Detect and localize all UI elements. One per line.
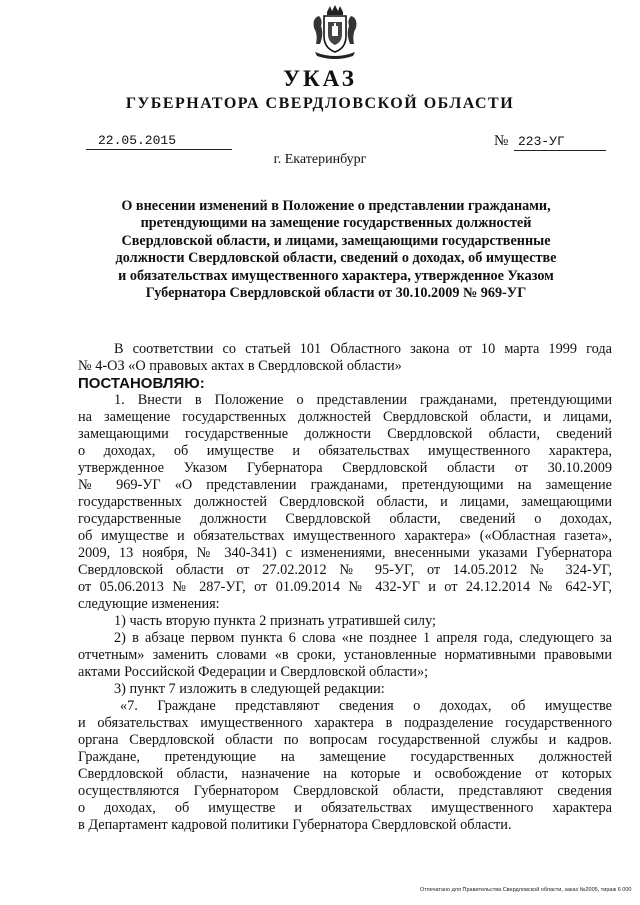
list-item-line: 2) в абзаце первом пункта 6 слова «не позднее 1 апреля года, следующего за	[114, 630, 612, 646]
number-sign: №	[494, 133, 509, 149]
quoted-line: Свердловской области, назначение на которые и освобождение от которых	[78, 766, 612, 782]
paragraph-line: государственные должности Свердловской области, сведений о доходах,	[78, 511, 612, 527]
paragraph-line: на замещение государственных должностей Свердловской области, и лицами,	[78, 409, 612, 425]
paragraph-line: от 05.06.2013 № 287-УГ, от 01.09.2014 № 432-УГ и от 24.12.2014 № 642-УГ,	[78, 579, 612, 595]
paragraph-line: об имуществе и обязательствах имущественного характера» («Областная газета»,	[78, 528, 612, 544]
paragraph-line: № 969-УГ «О представлении гражданами, претендующими на замещение	[78, 477, 612, 493]
paragraph-line: 1. Внести в Положение о представлении гражданами, претендующими	[114, 392, 612, 408]
quoted-line: и обязательствах имущественного характера в подразделение государственного	[78, 715, 612, 731]
page-title: УКАЗ	[283, 66, 357, 91]
quoted-line: осуществляются Губернатором Свердловской области, представляют сведения	[78, 783, 612, 799]
decree-word: ПОСТАНОВЛЯЮ:	[78, 375, 205, 392]
paragraph-line: утвержденное Указом Губернатора Свердловской области от 30.10.2009	[78, 460, 612, 476]
subject-line: Свердловской области, и лицами, замещающими государственные	[121, 232, 551, 249]
paragraph-line: 2009, 13 ноября, № 340-341) с изменениями, внесенными указами Губернатора	[78, 545, 612, 561]
subject-line: Губернатора Свердловской области от 30.10.2009 № 969-УГ	[145, 285, 527, 302]
paragraph-line: о доходах, об имуществе и обязательствах имущественного характера,	[78, 443, 612, 459]
sverdlovsk-coat-of-arms-icon	[310, 4, 360, 60]
list-item-line: актами Российской Федерации и Свердловской области»;	[78, 664, 429, 680]
list-item: 3) пункт 7 изложить в следующей редакции:	[114, 681, 385, 697]
subject-line: и обязательствах имущественного характера, утвержденное Указом	[118, 267, 554, 284]
decree-date: 22.05.2015	[86, 133, 232, 150]
list-item: 1) часть вторую пункта 2 признать утратившей силу;	[114, 613, 437, 629]
city: г. Екатеринбург	[273, 152, 367, 167]
subject-line: претендующими на замещение государственных должностей	[140, 215, 532, 232]
quoted-line: о доходах, об имуществе и обязательствах имущественного характера	[78, 800, 612, 816]
number-value: 223-УГ	[514, 134, 606, 151]
quoted-line: Граждане, претендующие на замещение государственных должностей	[78, 749, 612, 765]
quoted-line: в Департамент кадровой политики Губернатора Свердловской области.	[78, 817, 512, 833]
page-subtitle: ГУБЕРНАТОРА СВЕРДЛОВСКОЙ ОБЛАСТИ	[125, 95, 515, 112]
decree-number	[494, 133, 610, 151]
paragraph-line: следующие изменения:	[78, 596, 220, 612]
quoted-line: органа Свердловской области по вопросам государственной службы и кадров.	[78, 732, 612, 748]
subject-line: О внесении изменений в Положение о представлении гражданами,	[121, 198, 551, 214]
print-note: Отпечатано для Правительства Свердловской области, заказ №2005, тираж 6 000	[420, 887, 632, 893]
paragraph-line: Свердловской области от 27.02.2012 № 95-УГ, от 14.05.2012 № 324-УГ,	[78, 562, 612, 578]
preamble-line: В соответствии со статьей 101 Областного закона от 10 марта 1999 года	[114, 341, 612, 357]
decree-subject	[100, 198, 572, 302]
paragraph-line: замещающими государственные должности Свердловской области, сведений	[78, 426, 612, 442]
preamble-line: № 4-ОЗ «О правовых актах в Свердловской области»	[78, 358, 402, 374]
quoted-line: «7. Граждане представляют сведения о доходах, об имуществе	[120, 698, 612, 714]
decree-body	[78, 341, 612, 834]
subject-line: должности Свердловской области, сведений о доходах, об имуществе	[115, 250, 557, 267]
paragraph-line: государственных должностей Свердловской области, и лицами, замещающими	[78, 494, 612, 510]
list-item-line: отчетным» заменить словами «в сроки, установленные нормативными правовыми	[78, 647, 612, 663]
